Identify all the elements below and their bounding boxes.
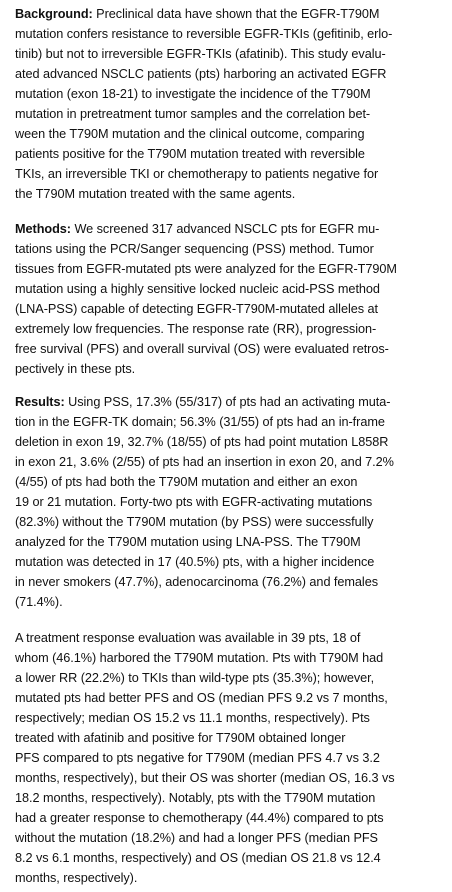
results-line-7: (82.3%) without the T790M mutation (by PSS) were successfully <box>15 515 374 529</box>
treatment-line-3: a lower RR (22.2%) to TKIs than wild-type pts (35.3%); however, <box>15 671 375 685</box>
methods-line-2: tations using the PCR/Sanger sequencing (PSS) method. Tumor <box>15 242 374 256</box>
background-line-4: ated advanced NSCLC patients (pts) harboring an activated EGFR <box>15 67 387 81</box>
treatment-line-1: A treatment response evaluation was available in 39 pts, 18 of <box>15 631 361 645</box>
results-line-4: in exon 21, 3.6% (2/55) of pts had an insertion in exon 20, and 7.2% <box>15 455 394 469</box>
methods-line-5: (LNA-PSS) capable of detecting EGFR-T790M-mutated alleles at <box>15 302 378 316</box>
results-line-3: deletion in exon 19, 32.7% (18/55) of pts had point mutation L858R <box>15 435 389 449</box>
treatment-line-10: had a greater response to chemotherapy (44.4%) compared to pts <box>15 811 384 825</box>
results-line-8: analyzed for the T790M mutation using LNA-PSS. The T790M <box>15 535 361 549</box>
background-line-9: TKIs, an irreversible TKI or chemotherapy to patients negative for <box>15 167 379 181</box>
treatment-line-8: months, respectively), but their OS was shorter (median OS, 16.3 vs <box>15 771 395 785</box>
background-line-1: Background: Preclinical data have shown that the EGFR-T790M <box>15 7 380 21</box>
results-line-11: (71.4%). <box>15 595 63 609</box>
treatment-line-5: respectively; median OS 15.2 vs 11.1 months, respectively). Pts <box>15 711 370 725</box>
background-line-8: patients positive for the T790M mutation treated with reversible <box>15 147 365 161</box>
methods-line-7: free survival (PFS) and overall survival (OS) were evaluated retros- <box>15 342 389 356</box>
background-line-3: tinib) but not to irreversible EGFR-TKIs (afatinib). This study evalu- <box>15 47 386 61</box>
results-heading: Results: <box>15 395 65 409</box>
treatment-line-12: 8.2 vs 6.1 months, respectively) and OS (median OS 21.8 vs 12.4 <box>15 851 381 865</box>
methods-line-1: Methods: We screened 317 advanced NSCLC pts for EGFR mu- <box>15 222 380 236</box>
methods-heading: Methods: <box>15 222 71 236</box>
treatment-line-7: PFS compared to pts negative for T790M (median PFS 4.7 vs 3.2 <box>15 751 380 765</box>
results-line-2: tion in the EGFR-TK domain; 56.3% (31/55) of pts had an in-frame <box>15 415 385 429</box>
background-line-10: the T790M mutation treated with the same agents. <box>15 187 296 201</box>
results-line-5: (4/55) of pts had both the T790M mutation and either an exon <box>15 475 358 489</box>
treatment-line-6: treated with afatinib and positive for T790M obtained longer <box>15 731 346 745</box>
methods-line-8: pectively in these pts. <box>15 362 136 376</box>
results-line-10: in never smokers (47.7%), adenocarcinoma (76.2%) and females <box>15 575 378 589</box>
methods-line-6: extremely low frequencies. The response rate (RR), progression- <box>15 322 377 336</box>
treatment-line-4: mutated pts had better PFS and OS (median PFS 9.2 vs 7 months, <box>15 691 388 705</box>
results-line-6: 19 or 21 mutation. Forty-two pts with EGFR-activating mutations <box>15 495 373 509</box>
treatment-line-2: whom (46.1%) harbored the T790M mutation. Pts with T790M had <box>15 651 384 665</box>
results-line-9: mutation was detected in 17 (40.5%) pts, with a higher incidence <box>15 555 375 569</box>
methods-line-4: mutation using a highly sensitive locked nucleic acid-PSS method <box>15 282 380 296</box>
background-heading: Background: <box>15 7 93 21</box>
background-line-2: mutation confers resistance to reversible EGFR-TKIs (gefitinib, erlo- <box>15 27 393 41</box>
treatment-line-13: months, respectively). <box>15 871 138 885</box>
treatment-line-11: without the mutation (18.2%) and had a longer PFS (median PFS <box>15 831 378 845</box>
background-line-6: mutation in pretreatment tumor samples and the correlation bet- <box>15 107 371 121</box>
background-line-5: mutation (exon 18-21) to investigate the incidence of the T790M <box>15 87 371 101</box>
treatment-line-9: 18.2 months, respectively). Notably, pts with the T790M mutation <box>15 791 376 805</box>
background-line-7: ween the T790M mutation and the clinical outcome, comparing <box>15 127 365 141</box>
results-line-1: Results: Using PSS, 17.3% (55/317) of pts had an activating muta- <box>15 395 391 409</box>
methods-line-3: tissues from EGFR-mutated pts were analyzed for the EGFR-T790M <box>15 262 397 276</box>
